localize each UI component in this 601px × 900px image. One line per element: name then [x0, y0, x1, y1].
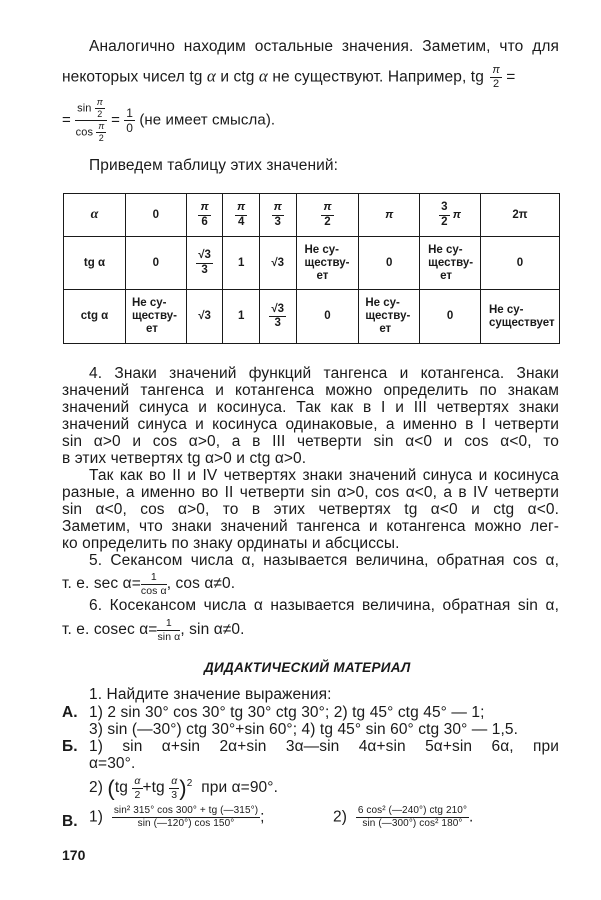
- exercise-b-line-2: 2) (tg $\frac{\alpha}{2}$ +tg $\frac{\alpha}{3}$ )$^2$ при α=90°.: [89, 775, 278, 801]
- intro-line-3: = sin $\frac{\pi}{2}$ cos $\frac{\pi}{2}$ = $\frac{1}{0}$ (не имеет смысла).: [62, 97, 276, 143]
- exercise-label-b: Б.: [62, 738, 78, 755]
- table-intro: Приведем таблицу этих значений:: [89, 157, 339, 174]
- section6-line-1: 6. Косекансом числа α называется величина, обратная sin α,: [89, 597, 559, 614]
- section6-line-2: т. е. cosec α= $\frac{1}{\text{sin α}}$ , sin α≠0.: [62, 617, 245, 643]
- section4-line-4: значений синуса и косинуса одинаковые, а именно в I четверти: [62, 416, 559, 433]
- section4-line-1: 4. Знаки значений функций тангенса и котангенса. Знаки: [89, 365, 559, 382]
- exercise-b-line-1: 1) sin α+sin 2α+sin 3α—sin 4α+sin 5α+sin 6α, при: [89, 738, 559, 755]
- one-over-zero-fraction: $\frac{1}{0}$: [126, 106, 134, 135]
- intro-line-2: некоторых чисел tg α и ctg α не существуют. Например, tg $\frac{\pi}{2}$ =: [62, 64, 516, 90]
- section5-line-1: 5. Секансом числа α, называется величина, обратная cos α,: [89, 552, 559, 569]
- section4-line-9: sin α<0, cos α>0, то в этих четвертях tg α<0 и ctg α<0.: [62, 501, 559, 518]
- exercise-b-line-1b: α=30°.: [89, 755, 136, 772]
- section4-line-11: ко определить по знаку ординаты и абсциссы.: [62, 535, 400, 552]
- section4-line-8: разные, а именно во II четверти sin α>0, cos α<0, а в IV четверти: [62, 484, 559, 501]
- section5-line-2: т. е. sec α= $\frac{1}{\text{cos α}}$ , cos α≠0.: [62, 571, 236, 597]
- pi-over-2-fraction: $\frac{\pi}{2}$: [492, 64, 500, 90]
- exercise-a-line-2: 3) sin (—30°) ctg 30°+sin 60°; 4) tg 45° sin 60° ctg 30° — 1,5.: [89, 721, 519, 738]
- section4-line-7: Так как во II и IV четвертях знаки значений синуса и косинуса: [89, 467, 559, 484]
- exercise-a-line-1: 1) 2 sin 30° cos 30° tg 30° ctg 30°; 2) tg 45° ctg 45° — 1;: [89, 704, 485, 721]
- page-number: 170: [62, 847, 86, 863]
- exercise-v-2: 2) $\frac{\text{6 cos² (—240°) ctg 210°}}{\text{sin (—300°) cos² 180°}}$ .: [333, 805, 474, 829]
- sin-over-cos-fraction: sin $\frac{\pi}{2}$ cos $\frac{\pi}{2}$: [75, 98, 107, 143]
- exercise-1-title: 1. Найдите значение выражения:: [89, 686, 332, 703]
- exercise-v-1: 1) $\frac{\text{sin² 315° cos 300° + tg (—315°)}}{\sin (—120^\circ) \cos 150^\circ}$ ;: [89, 805, 265, 829]
- tg-ctg-values-table: [63, 193, 560, 344]
- section4-line-2: значений тангенса и котангенса можно определить по знакам: [62, 382, 559, 399]
- table-header-row: α 0 $\frac{\pi}{6}$ $\frac{\pi}{4}$ $\frac{\pi}{3}$ $\frac{\pi}{2}$ π $\frac{3}{2}$ π 2π: [64, 194, 560, 237]
- didactic-heading: ДИДАКТИЧЕСКИЙ МАТЕРИАЛ: [204, 660, 411, 675]
- section4-line-10: Заметим, что знаки значений тангенса и котангенса можно лег-: [62, 518, 559, 535]
- intro-line-1: Аналогично находим остальные значения. Заметим, что для: [89, 38, 559, 55]
- exercise-label-v: В.: [62, 813, 78, 830]
- exercise-label-a: А.: [62, 704, 78, 721]
- table-row-ctg: ctg α Не су- ществу- ет √3 1 $\frac{√3}{3}$ 0 Не су- ществу- ет 0 Не су- существует: [64, 290, 560, 344]
- section4-line-5: sin α>0 и cos α>0, а в III четверти sin α<0 и cos α<0, то: [62, 433, 559, 450]
- section4-line-6: в этих четвертях tg α>0 и ctg α>0.: [62, 450, 307, 467]
- section4-line-3: значений синуса и косинуса. Так как в I и III четвертях знаки: [62, 399, 559, 416]
- table-row-tg: tg α 0 $\frac{√3}{3}$ 1 √3 Не су- ществу- ет 0 Не су- ществу- ет 0: [64, 237, 560, 290]
